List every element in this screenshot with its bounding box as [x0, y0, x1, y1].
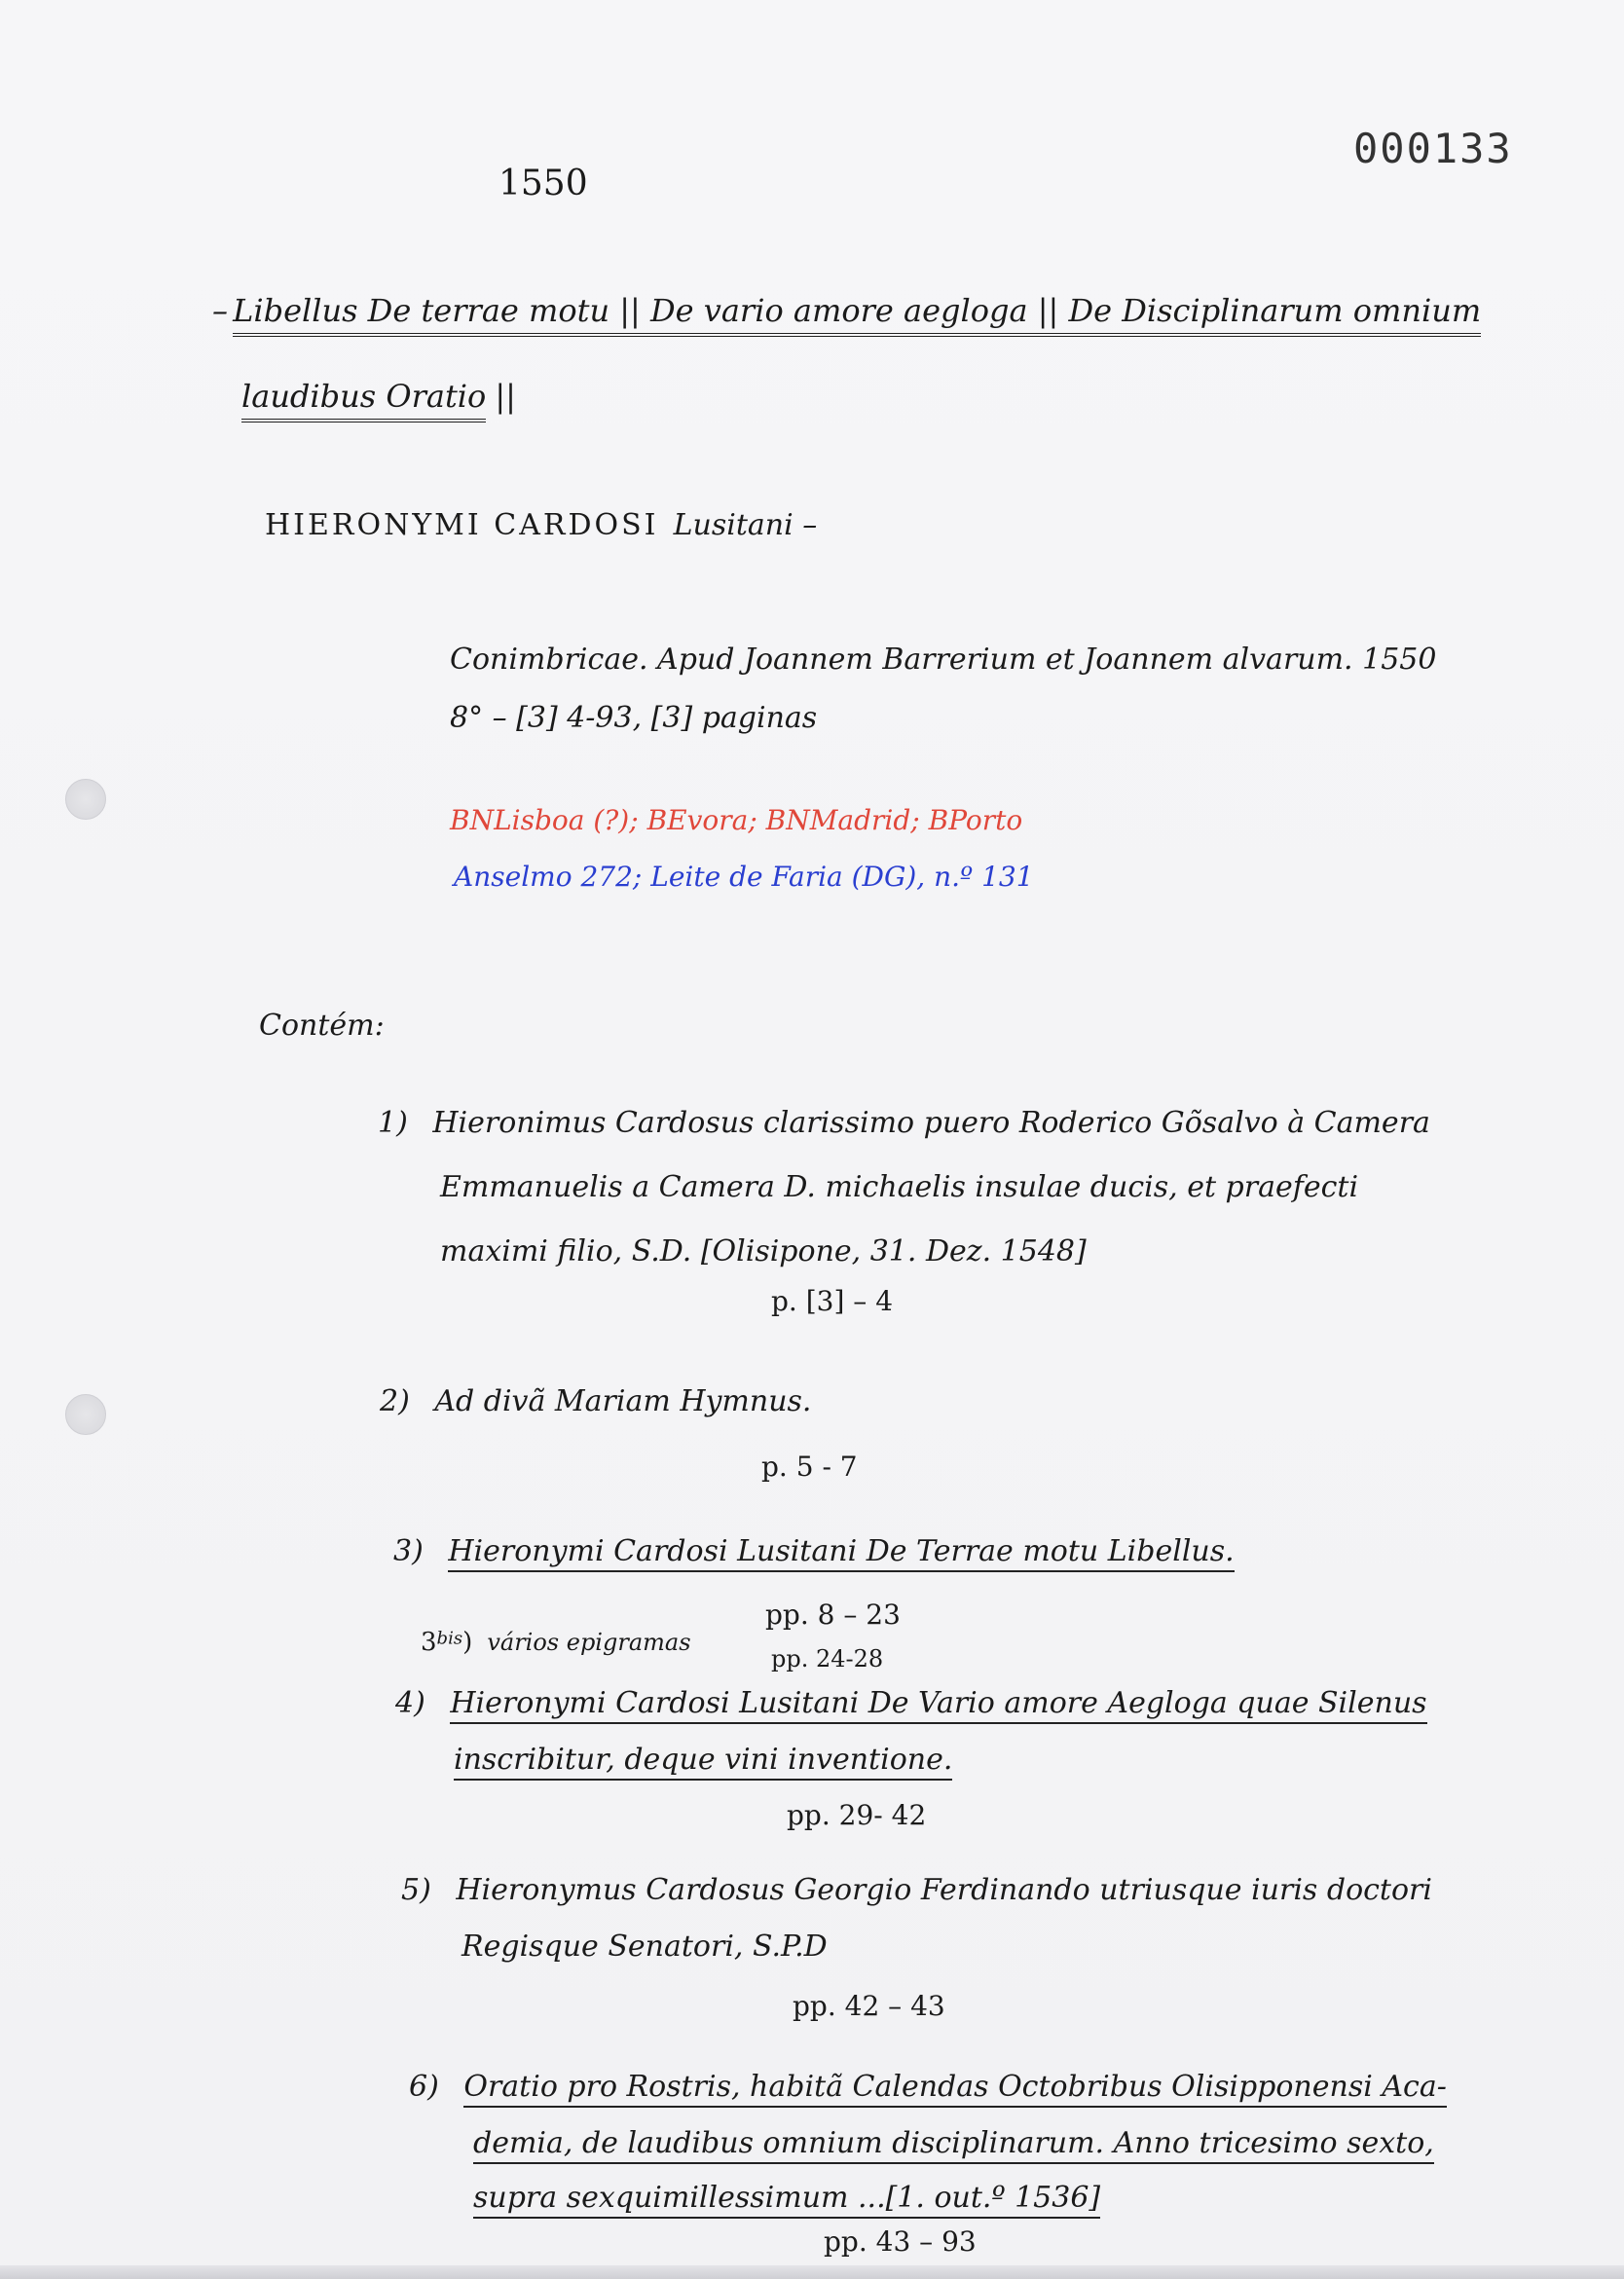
item-text-line: inscribitur, deque vini inventione.: [454, 1743, 952, 1781]
title-line-1: [212, 292, 1481, 329]
title-dash: –: [212, 292, 228, 329]
content-item-6: [409, 2070, 1447, 2104]
imprint-line-2: 8° – [3] 4-93, [3] paginas: [450, 701, 818, 735]
item-2-pages: p. 5 - 7: [761, 1451, 858, 1483]
item-number: 1): [378, 1106, 408, 1140]
item-4-line-2: [454, 1743, 952, 1777]
item-3-bis-pages: pp. 24-28: [771, 1645, 884, 1672]
item-number-close: ): [462, 1628, 473, 1657]
item-number: 3): [393, 1534, 424, 1568]
bibliographic-references: Anselmo 272; Leite de Faria (DG), n.º 131: [454, 861, 1034, 893]
content-item-3-bis: [421, 1628, 691, 1657]
item-text-line: supra sexquimillessimum ...[1. out.º 1536]: [473, 2181, 1100, 2219]
punch-hole-bottom: [65, 1394, 106, 1435]
item-number: 6): [409, 2070, 439, 2104]
content-item-3: [393, 1534, 1235, 1568]
title-text-1: Libellus De terrae motu || De vario amore aegloga || De Disciplinarum omnium: [233, 292, 1481, 337]
item-number: 4): [395, 1686, 425, 1720]
imprint-line-1: Conimbricae. Apud Joannem Barrerium et Joannem alvarum. 1550: [450, 643, 1437, 677]
item-number-superscript: bis: [436, 1628, 463, 1649]
item-text-line: Hieronymi Cardosi Lusitani De Vario amore Aegloga quae Silenus: [450, 1686, 1426, 1724]
punch-hole-top: [65, 779, 106, 820]
item-text-line: Hieronymus Cardosus Georgio Ferdinando utriusque iuris doctori: [456, 1873, 1432, 1907]
item-text-line: Hieronymi Cardosi Lusitani De Terrae motu Libellus.: [448, 1534, 1234, 1572]
content-item-4: [395, 1686, 1427, 1720]
item-text-line: demia, de laudibus omnium disciplinarum. Anno tricesimo sexto,: [473, 2126, 1434, 2164]
library-holdings: BNLisboa (?); BEvora; BNMadrid; BPorto: [450, 804, 1023, 836]
page-number-stamp: 000133: [1353, 125, 1513, 172]
title-text-2: laudibus Oratio: [241, 378, 486, 423]
title-separator: ||: [495, 378, 516, 415]
item-1-pages: p. [3] – 4: [771, 1285, 894, 1317]
page-bottom-edge: [0, 2265, 1624, 2279]
author-origin: Lusitani –: [673, 508, 818, 542]
item-5-line-2: Regisque Senatori, S.P.D: [461, 1930, 828, 1964]
author-line: [265, 508, 817, 542]
item-number: 5): [401, 1873, 431, 1907]
content-item-2: [380, 1384, 811, 1418]
item-6-pages: pp. 43 – 93: [824, 2225, 977, 2258]
item-1-line-3: maximi filio, S.D. [Olisipone, 31. Dez. 1548]: [440, 1234, 1087, 1268]
item-text-line: Hieronimus Cardosus clarissimo puero Roderico Gõsalvo à Camera: [432, 1106, 1430, 1140]
item-3-pages: pp. 8 – 23: [765, 1599, 901, 1631]
item-text-line: vários epigramas: [487, 1629, 691, 1656]
item-6-line-2: [473, 2126, 1434, 2160]
item-1-line-2: Emmanuelis a Camera D. michaelis insulae ducis, et praefecti: [440, 1170, 1359, 1204]
item-4-pages: pp. 29- 42: [787, 1799, 927, 1831]
title-line-2: [241, 378, 516, 415]
item-number: 2): [380, 1384, 410, 1418]
author-name: HIERONYMI CARDOSI: [265, 508, 659, 542]
content-item-5: [401, 1873, 1432, 1907]
contents-label: Contém:: [259, 1009, 385, 1043]
item-5-pages: pp. 42 – 43: [793, 1990, 945, 2022]
year-heading: 1550: [498, 164, 588, 203]
item-text-line: Oratio pro Rostris, habitã Calendas Octobribus Olisipponensi Aca-: [463, 2070, 1447, 2108]
content-item-1: [378, 1106, 1430, 1140]
item-6-line-3: [473, 2181, 1100, 2215]
item-text-line: Ad divã Mariam Hymnus.: [434, 1384, 812, 1418]
item-number: 3: [421, 1628, 437, 1657]
